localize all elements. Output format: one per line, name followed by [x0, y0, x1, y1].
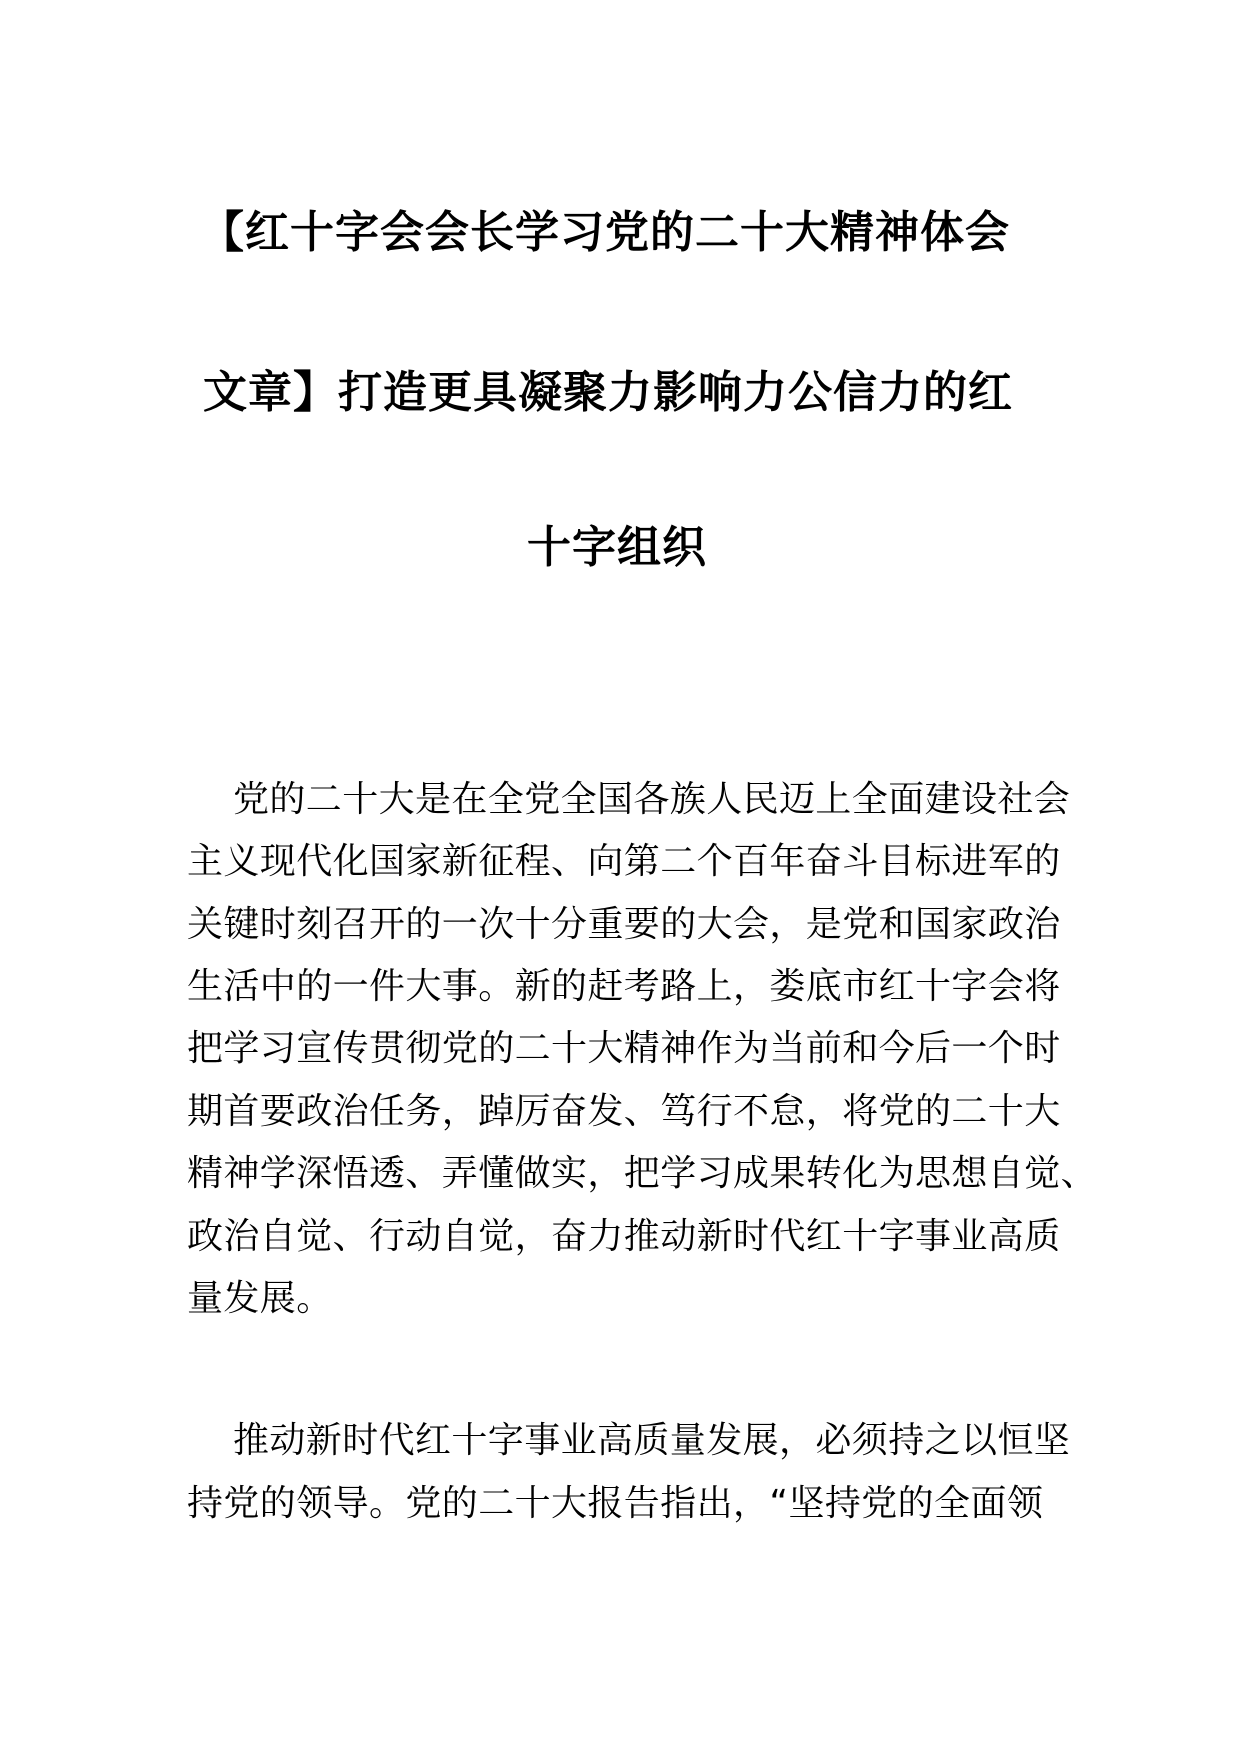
document-title-line-2: 文章】打造更具凝聚力影响力公信力的红: [203, 367, 1013, 418]
paragraph-1-line-1: 党的二十大是在全党全国各族人民迈上全面建设社会: [233, 779, 1071, 820]
paragraph-1-line-2: 主义现代化国家新征程、向第二个百年奋斗目标进军的: [187, 841, 1061, 882]
paragraph-1-line-9: 量发展。: [187, 1278, 333, 1319]
paragraph-2-line-2: 持党的领导。党的二十大报告指出，“坚持党的全面领: [187, 1483, 1044, 1524]
paragraph-1-line-4: 生活中的一件大事。新的赶考路上，娄底市红十字会将: [187, 966, 1061, 1007]
paragraph-1-line-3: 关键时刻召开的一次十分重要的大会，是党和国家政治: [187, 904, 1061, 945]
document-title-line-3: 十字组织: [527, 522, 707, 573]
paragraph-2-line-1: 推动新时代红十字事业高质量发展，必须持之以恒坚: [233, 1420, 1071, 1461]
paragraph-1-line-8: 政治自觉、行动自觉，奋力推动新时代红十字事业高质: [187, 1216, 1061, 1257]
paragraph-1-line-6: 期首要政治任务，踔厉奋发、笃行不怠，将党的二十大: [187, 1091, 1061, 1132]
document-title-line-1: 【红十字会会长学习党的二十大精神体会: [200, 207, 1010, 258]
paragraph-1-line-7: 精神学深悟透、弄懂做实，把学习成果转化为思想自觉、: [187, 1153, 1098, 1194]
paragraph-1-line-5: 把学习宣传贯彻党的二十大精神作为当前和今后一个时: [187, 1028, 1061, 1069]
